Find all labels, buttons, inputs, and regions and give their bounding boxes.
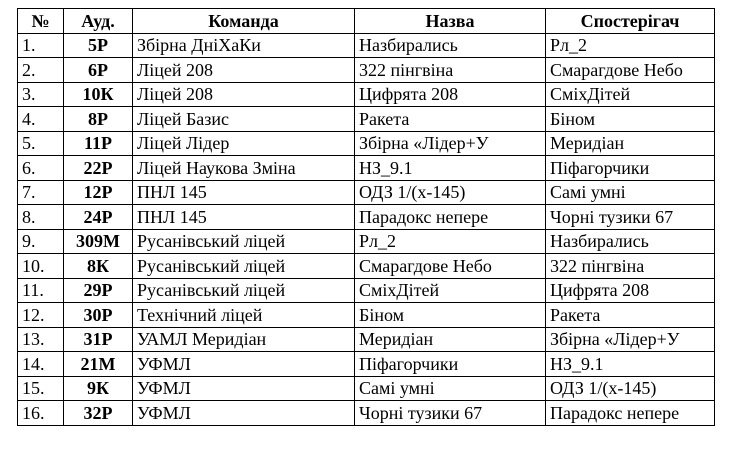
header-number: № <box>18 9 64 34</box>
header-room: Ауд. <box>64 9 133 34</box>
header-team: Команда <box>133 9 355 34</box>
cell-number: 11. <box>18 278 64 303</box>
cell-number: 6. <box>18 156 64 181</box>
table-row <box>18 156 715 181</box>
cell-number: 10. <box>18 254 64 279</box>
cell-name: Ракета <box>355 107 546 132</box>
cell-name: Парадокс непере <box>355 205 546 230</box>
cell-observer: Самі умні <box>546 180 715 205</box>
cell-name: НЗ_9.1 <box>355 156 546 181</box>
cell-number: 8. <box>18 205 64 230</box>
cell-number: 13. <box>18 327 64 352</box>
table-row <box>18 33 715 58</box>
cell-number: 12. <box>18 303 64 328</box>
cell-observer: Меридіан <box>546 131 715 156</box>
table-row <box>18 229 715 254</box>
cell-room: 309М <box>64 229 133 254</box>
cell-name: Меридіан <box>355 327 546 352</box>
cell-number: 14. <box>18 352 64 377</box>
assignment-table <box>17 8 715 426</box>
cell-team: УФМЛ <box>133 401 355 426</box>
table-row <box>18 254 715 279</box>
cell-observer: Піфагорчики <box>546 156 715 181</box>
cell-team: ПНЛ 145 <box>133 180 355 205</box>
cell-team: Ліцей Наукова Зміна <box>133 156 355 181</box>
cell-observer: Цифрята 208 <box>546 278 715 303</box>
cell-room: 29Р <box>64 278 133 303</box>
cell-room: 24Р <box>64 205 133 230</box>
cell-team: УФМЛ <box>133 352 355 377</box>
cell-team: Технічний ліцей <box>133 303 355 328</box>
cell-room: 8К <box>64 254 133 279</box>
cell-team: Русанівський ліцей <box>133 278 355 303</box>
cell-name: Цифрята 208 <box>355 82 546 107</box>
cell-observer: ОДЗ 1/(x-145) <box>546 376 715 401</box>
cell-name: Самі умні <box>355 376 546 401</box>
cell-observer: Назбирались <box>546 229 715 254</box>
cell-room: 8Р <box>64 107 133 132</box>
cell-room: 11Р <box>64 131 133 156</box>
cell-name: 322 пінгвіна <box>355 58 546 83</box>
cell-number: 9. <box>18 229 64 254</box>
cell-room: 22Р <box>64 156 133 181</box>
table-row <box>18 278 715 303</box>
cell-observer: 322 пінгвіна <box>546 254 715 279</box>
cell-team: Збірна ДніХаКи <box>133 33 355 58</box>
cell-observer: Рл_2 <box>546 33 715 58</box>
cell-name: Біном <box>355 303 546 328</box>
cell-number: 3. <box>18 82 64 107</box>
cell-team: УФМЛ <box>133 376 355 401</box>
cell-room: 12Р <box>64 180 133 205</box>
cell-observer: Збірна «Лідер+У <box>546 327 715 352</box>
cell-name: Піфагорчики <box>355 352 546 377</box>
cell-team: Ліцей 208 <box>133 58 355 83</box>
cell-room: 21М <box>64 352 133 377</box>
cell-observer: Чорні тузики 67 <box>546 205 715 230</box>
cell-number: 16. <box>18 401 64 426</box>
cell-team: Ліцей 208 <box>133 82 355 107</box>
cell-observer: Смарагдове Небо <box>546 58 715 83</box>
cell-name: СміхДітей <box>355 278 546 303</box>
cell-name: ОДЗ 1/(x-145) <box>355 180 546 205</box>
cell-team: Ліцей Базис <box>133 107 355 132</box>
cell-team: Ліцей Лідер <box>133 131 355 156</box>
cell-name: Чорні тузики 67 <box>355 401 546 426</box>
table-row <box>18 131 715 156</box>
cell-observer: СміхДітей <box>546 82 715 107</box>
header-observer: Спостерігач <box>546 9 715 34</box>
cell-room: 30Р <box>64 303 133 328</box>
table-row <box>18 58 715 83</box>
cell-team: ПНЛ 145 <box>133 205 355 230</box>
cell-number: 4. <box>18 107 64 132</box>
cell-number: 2. <box>18 58 64 83</box>
cell-number: 5. <box>18 131 64 156</box>
header-name: Назва <box>355 9 546 34</box>
cell-room: 9К <box>64 376 133 401</box>
table-row <box>18 82 715 107</box>
cell-number: 15. <box>18 376 64 401</box>
cell-name: Рл_2 <box>355 229 546 254</box>
cell-room: 10К <box>64 82 133 107</box>
cell-number: 7. <box>18 180 64 205</box>
cell-observer: Парадокс непере <box>546 401 715 426</box>
table-row <box>18 327 715 352</box>
cell-team: УАМЛ Меридіан <box>133 327 355 352</box>
cell-team: Русанівський ліцей <box>133 229 355 254</box>
table-row <box>18 180 715 205</box>
cell-observer: НЗ_9.1 <box>546 352 715 377</box>
cell-team: Русанівський ліцей <box>133 254 355 279</box>
cell-observer: Ракета <box>546 303 715 328</box>
cell-name: Назбирались <box>355 33 546 58</box>
table-row <box>18 376 715 401</box>
cell-name: Збірна «Лідер+У <box>355 131 546 156</box>
cell-room: 6Р <box>64 58 133 83</box>
cell-observer: Біном <box>546 107 715 132</box>
cell-room: 32Р <box>64 401 133 426</box>
cell-number: 1. <box>18 33 64 58</box>
table-row <box>18 303 715 328</box>
table-row <box>18 205 715 230</box>
header-row <box>18 9 715 34</box>
cell-room: 5Р <box>64 33 133 58</box>
cell-room: 31Р <box>64 327 133 352</box>
table-row <box>18 352 715 377</box>
table-row <box>18 107 715 132</box>
cell-name: Смарагдове Небо <box>355 254 546 279</box>
table-row <box>18 401 715 426</box>
